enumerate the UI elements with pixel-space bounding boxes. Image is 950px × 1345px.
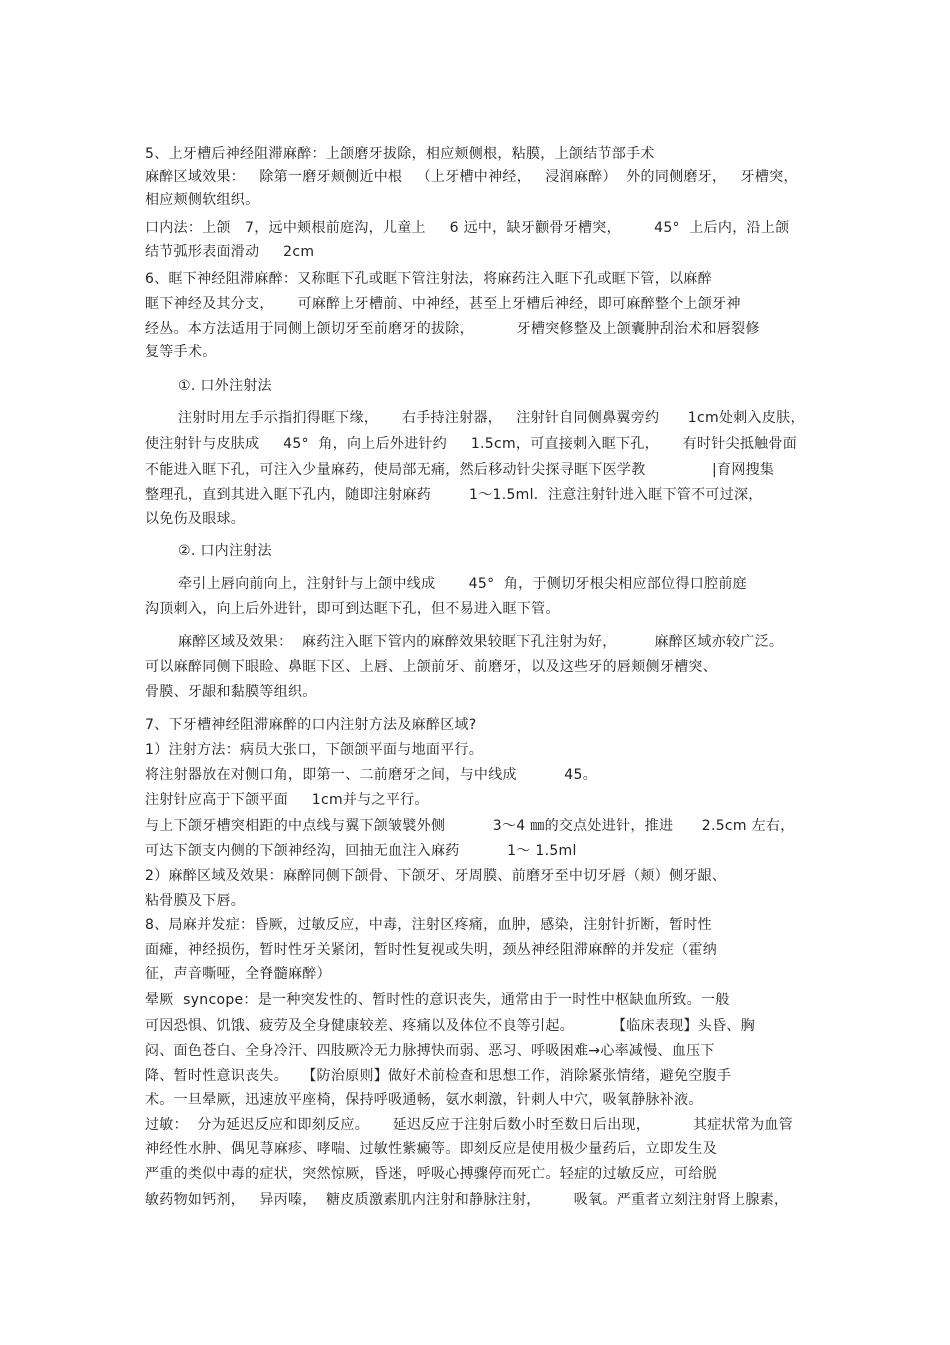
text-line: 严重的类似中毒的症状，突然惊厥，昏迷，呼吸心搏骤停而死亡。轻症的过敏反应，可给脱: [145, 1166, 717, 1182]
text-line: 晕厥 syncope：是一种突发性的、暂时性的意识丧失，通常由于一时性中枢缺血所致。一般: [145, 992, 730, 1008]
text-line: 经丛。本方法适用于同侧上颌切牙至前磨牙的拔除， 牙槽突修整及上颌囊肿刮治术和唇裂修: [145, 321, 760, 337]
text-line: 1）注射方法：病员大张口，下颌颌平面与地面平行。: [145, 742, 484, 758]
text-line: 麻醉区域及效果： 麻药注入眶下管内的麻醉效果较眶下孔注射为好， 麻醉区域亦较广泛。: [178, 634, 784, 650]
text-line: 2）麻醉区域及效果：麻醉同侧下颌骨、下颌牙、牙周膜、前磨牙至中切牙唇（颊）侧牙龈、: [145, 868, 727, 884]
text-line: 5、上牙槽后神经阻滞麻醉：上颌磨牙拔除，相应颊侧根，粘膜，上颌结节部手术: [145, 146, 655, 162]
text-line: 将注射器放在对侧口角，即第一、二前磨牙之间，与中线成 45。: [145, 767, 598, 783]
text-line: 注射时用左手示指扪得眶下缘， 右手持注射器， 注射针自同侧鼻翼旁约 1cm处刺入皮肤，: [178, 410, 805, 426]
text-line: 面瘫，神经损伤，暂时性牙关紧闭，暂时性复视或失明，颈丛神经阻滞麻醉的并发症（霍纳: [145, 942, 717, 958]
text-line: 眶下神经及其分支， 可麻醉上牙槽前、中神经，甚至上牙槽后神经，即可麻醉整个上颌牙神: [145, 296, 741, 312]
text-line: 粘骨膜及下唇。: [145, 893, 246, 909]
text-line: 可因恐惧、饥饿、疲劳及全身健康较差、疼痛以及体位不良等引起。 【临床表现】头昏、胸: [145, 1018, 755, 1034]
text-line: 口内法：上颌 7，远中颊根前庭沟，儿童上 6 远中，缺牙颧骨牙槽突， 45° 上后内，沿上颌: [145, 220, 790, 236]
text-line: 敏药物如钙剂， 异丙嗪， 糖皮质激素肌内注射和静脉注射， 吸氧。严重者立刻注射肾上腺素，: [145, 1192, 789, 1208]
text-line: 整理孔，直到其进入眶下孔内，随即注射麻药 1～1.5ml．注意注射针进入眶下管不可过深，: [145, 487, 763, 503]
text-line: 沟顶刺入，向上后外进针，即可到达眶下孔，但不易进入眶下管。: [145, 601, 560, 617]
text-line: 骨膜、牙龈和黏膜等组织。: [145, 684, 317, 700]
text-line: 可以麻醉同侧下眼睑、鼻眶下区、上唇、上颌前牙、前磨牙，以及这些牙的唇颊侧牙槽突、: [145, 659, 717, 675]
text-line: 术。一旦晕厥，迅速放平座椅，保持呼吸通畅，氨水刺激，针刺人中穴，吸氧静脉补液。: [145, 1092, 703, 1108]
section-heading: ①. 口外注射法: [178, 378, 272, 394]
text-line: 使注射针与皮肤成 45° 角，向上后外进针约 1.5cm，可直接刺入眶下孔， 有时针尖抵触骨面: [145, 436, 798, 452]
section-heading: ②. 口内注射法: [178, 543, 272, 559]
text-line: 复等手术。: [145, 344, 217, 360]
text-line: 结节弧形表面滑动 2cm: [145, 244, 315, 260]
text-line: 降、暂时性意识丧失。 【防治原则】做好术前检查和思想工作，消除紧张情绪，避免空腹手: [145, 1068, 732, 1084]
text-line: 闷、面色苍白、全身冷汗、四肢厥冷无力脉搏快而弱、恶习、呼吸困难→心率减慢、血压下: [145, 1043, 715, 1059]
text-line: 注射针应高于下颌平面 1cm并与之平行。: [145, 792, 429, 808]
text-line: 神经性水肿、偶见荨麻疹、哮喘、过敏性紫癜等。即刻反应是使用极少量药后，立即发生及: [145, 1141, 717, 1157]
text-line: 麻醉区域效果： 除第一磨牙颊侧近中根 （上牙槽中神经， 浸润麻醉） 外的同侧磨牙， 牙槽突，: [145, 169, 798, 185]
text-line: 过敏： 分为延迟反应和即刻反应。 延迟反应于注射后数小时至数日后出现， 其症状常为血管: [145, 1117, 793, 1133]
text-line: 8、局麻并发症：昏厥，过敏反应，中毒，注射区疼痛，血肿，感染，注射针折断，暂时性: [145, 917, 712, 933]
text-line: 牵引上唇向前向上，注射针与上颌中线成 45° 角，于侧切牙根尖相应部位得口腔前庭: [178, 576, 747, 592]
text-line: 征，声音嘶哑，全脊髓麻醉）: [145, 966, 331, 982]
text-line: 以免伤及眼球。: [145, 511, 246, 527]
text-line: 可达下颌支内侧的下颌神经沟，回抽无血注入麻药 1～ 1.5ml: [145, 843, 577, 859]
text-line: 不能进入眶下孔，可注入少量麻药，使局部无痛，然后移动针尖探寻眶下医学教 |育网搜集: [145, 462, 775, 478]
text-line: 与上下颌牙槽突相距的中点线与翼下颌皱襞外侧 3～4 ㎜的交点处进针，推进 2.5cm 左右，: [145, 818, 795, 834]
text-line: 7、下牙槽神经阻滞麻醉的口内注射方法及麻醉区域?: [145, 717, 477, 733]
text-line: 6、眶下神经阻滞麻醉：又称眶下孔或眶下管注射法，将麻药注入眶下孔或眶下管，以麻醉: [145, 271, 712, 287]
text-line: 相应颊侧软组织。: [145, 192, 260, 208]
